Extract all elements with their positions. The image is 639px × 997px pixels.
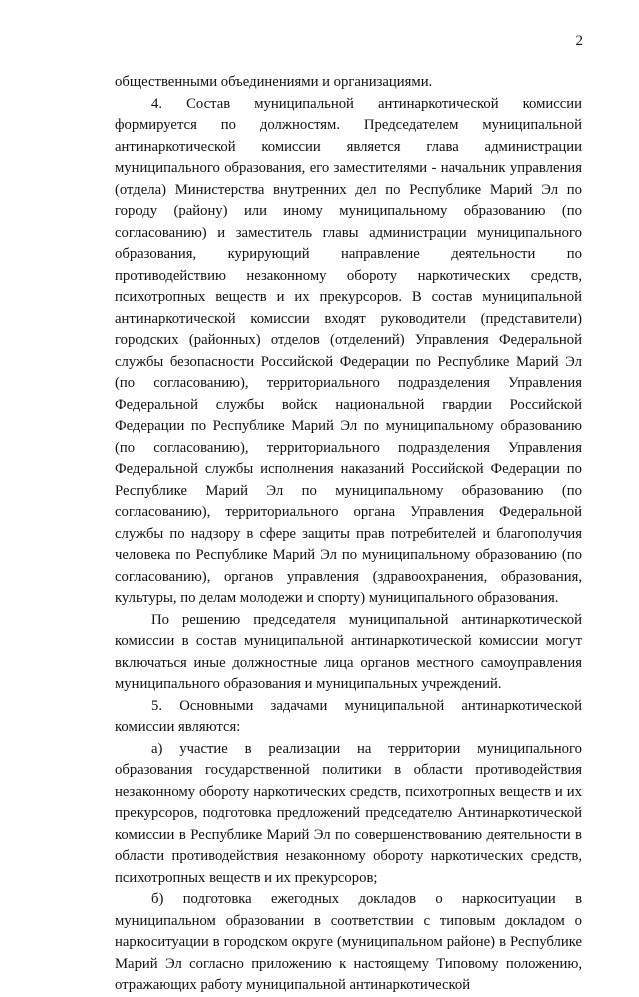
paragraph-item-4-composition: 4. Состав муниципальной антинаркотической комиссии формируется по должностям. Председателем муниципальной антинаркотической комиссии является глава администрации муниципального образования, его заместителями - начальник управления (отдела) Министерства внутренних дел по Республике Марий Эл по городу (району) или иному муниципальному образованию (по согласованию) и заместитель главы администрации муниципального образования, курирующий направление деятельности по противодействию незаконному обороту наркотических средств, психотропных веществ и их прекурсоров. В состав муниципальной антинаркотической комиссии входят руководители (представители) городских (районных) отделов (отделений) Управления Федеральной службы безопасности Российской Федерации по Республике Марий Эл (по согласованию), территориального подразделения Управления Федеральной службы войск национальной гвардии Российской Федерации по Республике Марий Эл по муниципальному образованию (по согласованию), территориального подразделения Управления Федеральной службы исполнения наказаний Российской Федерации по Республике Марий Эл по муниципальному образованию (по согласованию), территориального органа Управления Федеральной службы по надзору в сфере защиты прав потребителей и благополучия человека по Республике Марий Эл по муниципальному образованию (по согласованию), органов управления (здравоохранения, образования, культуры, по делам молодежи и спорту) муниципального образования. xyxy=(115,95,582,606)
paragraph-subitem-b: б) подготовка ежегодных докладов о наркоситуации в муниципальном образовании в соответствии с типовым докладом о наркоситуации в городском округе (муниципальном районе) в Республике Марий Эл согласно приложению к настоящему Типовому положению, отражающих работу муниципальной антинаркотической xyxy=(115,891,582,993)
paragraph-subitem-a: а) участие в реализации на территории муниципального образования государственной политики в области противодействия незаконному обороту наркотических средств, психотропных веществ и их прекурсоров, подготовка предложений председателю Антинаркотической комиссии в Республике Марий Эл по совершенствованию деятельности в области противодействия незаконному обороту наркотических средств, психотропных веществ и их прекурсоров; xyxy=(115,740,582,886)
document-body xyxy=(115,72,582,997)
paragraph-item-5-tasks: 5. Основными задачами муниципальной антинаркотической комиссии являются: xyxy=(115,697,582,735)
paragraph-continuation: общественными объединениями и организациями. xyxy=(115,74,433,90)
page-number: 2 xyxy=(575,33,583,49)
paragraph-chairman-decision: По решению председателя муниципальной антинаркотической комиссии в состав муниципальной антинаркотической комиссии могут включаться иные должностные лица органов местного самоуправления муниципального образования и муниципальных учреждений. xyxy=(115,611,582,692)
